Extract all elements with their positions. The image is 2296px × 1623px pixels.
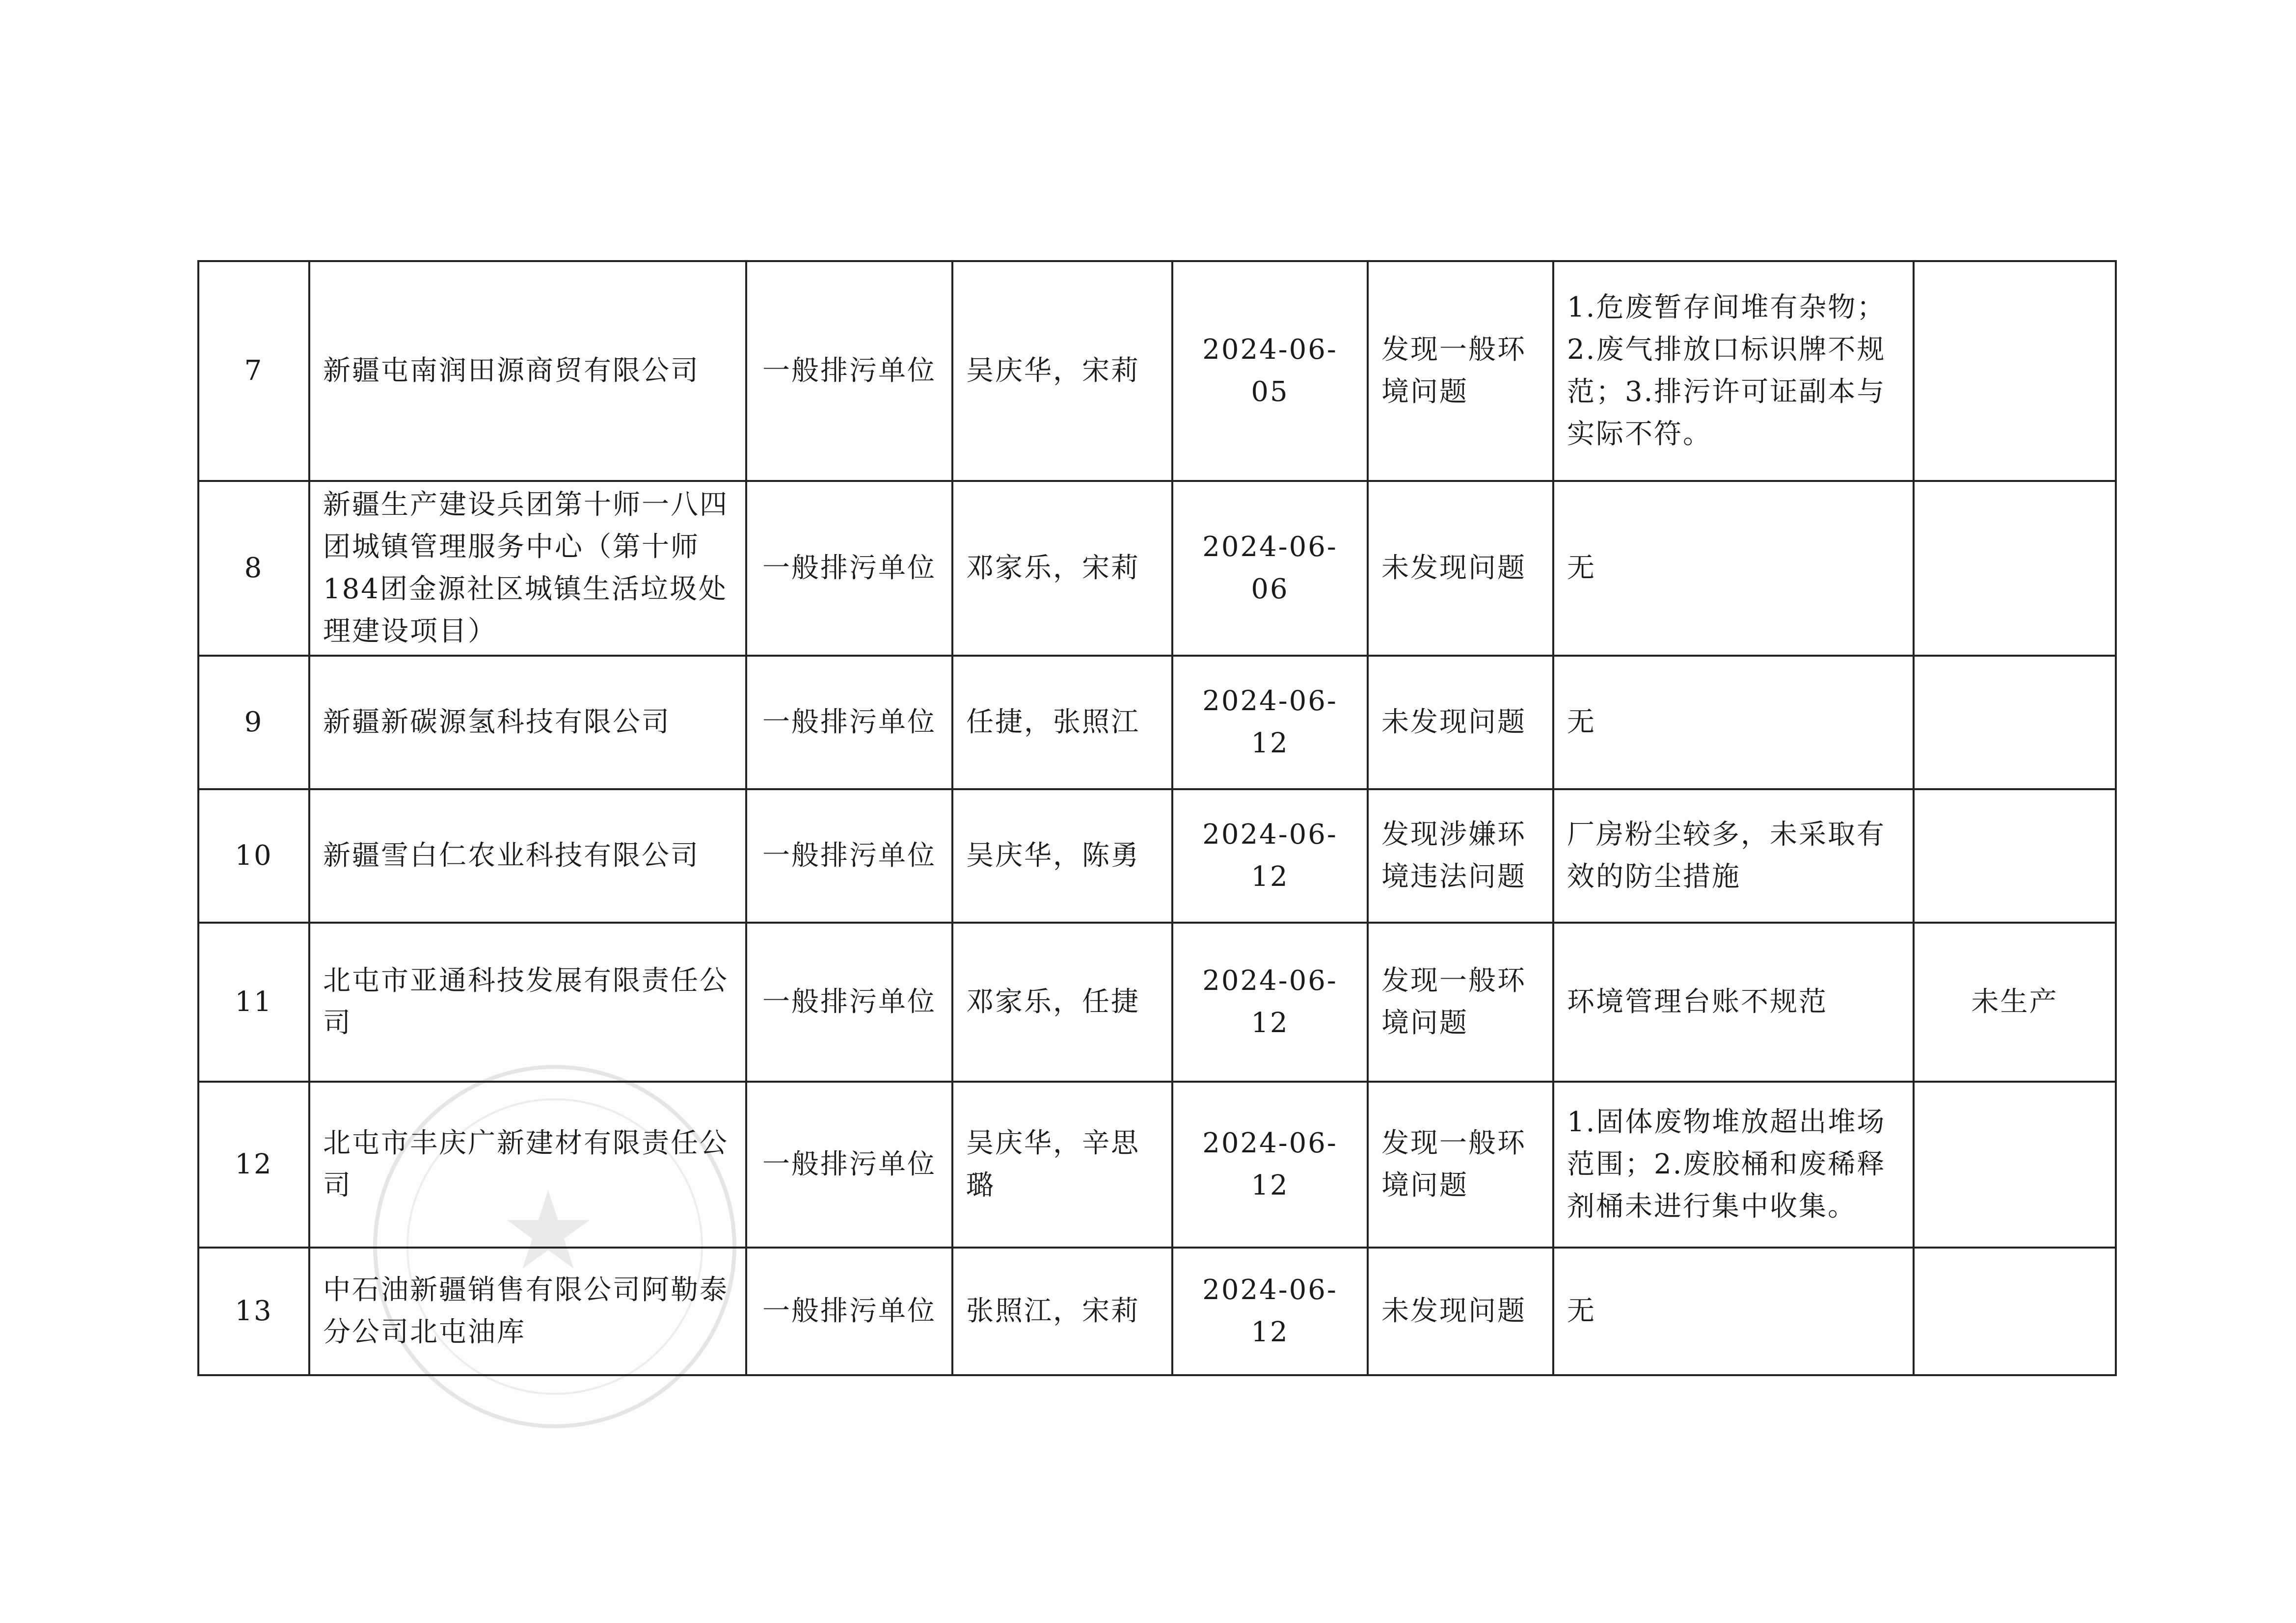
row-number: 9	[198, 656, 309, 789]
table-row	[198, 1082, 2116, 1248]
company-name: 中石油新疆销售有限公司阿勒泰分公司北屯油库	[309, 1248, 746, 1375]
inspectors: 吴庆华，宋莉	[952, 261, 1172, 481]
table-row	[198, 1248, 2116, 1375]
issue-line: 无	[1567, 1295, 1596, 1327]
unit-type: 一般排污单位	[746, 1248, 952, 1375]
row-number: 10	[198, 789, 309, 923]
table-row	[198, 656, 2116, 789]
inspection-result: 未发现问题	[1368, 656, 1553, 789]
issue-line: 无	[1567, 706, 1596, 738]
company-name: 新疆新碳源氢科技有限公司	[309, 656, 746, 789]
table-row	[198, 789, 2116, 923]
issues-cell	[1553, 789, 1914, 923]
company-name: 北屯市丰庆广新建材有限责任公司	[309, 1082, 746, 1248]
unit-type: 一般排污单位	[746, 261, 952, 481]
inspection-result: 未发现问题	[1368, 481, 1553, 656]
row-number: 13	[198, 1248, 309, 1375]
inspectors: 吴庆华，辛思璐	[952, 1082, 1172, 1248]
unit-type: 一般排污单位	[746, 656, 952, 789]
issue-line: 厂房粉尘较多，未采取有效的防尘措施	[1567, 819, 1886, 893]
inspectors: 吴庆华，陈勇	[952, 789, 1172, 923]
inspectors: 任捷，张照江	[952, 656, 1172, 789]
table-row	[198, 923, 2116, 1082]
inspectors: 邓家乐，任捷	[952, 923, 1172, 1082]
inspectors: 邓家乐，宋莉	[952, 481, 1172, 656]
inspection-result: 发现一般环境问题	[1368, 261, 1553, 481]
company-name: 新疆屯南润田源商贸有限公司	[309, 261, 746, 481]
unit-type: 一般排污单位	[746, 923, 952, 1082]
table-row	[198, 261, 2116, 481]
row-number: 11	[198, 923, 309, 1082]
seal-star-icon: ★	[500, 1168, 597, 1294]
row-number: 12	[198, 1082, 309, 1248]
company-name: 北屯市亚通科技发展有限责任公司	[309, 923, 746, 1082]
issues-cell	[1553, 261, 1914, 481]
inspection-date: 2024-06-12	[1172, 656, 1368, 789]
inspection-result: 发现涉嫌环境违法问题	[1368, 789, 1553, 923]
row-number: 8	[198, 481, 309, 656]
unit-type: 一般排污单位	[746, 789, 952, 923]
issues-cell	[1553, 1248, 1914, 1375]
remark: 未生产	[1914, 923, 2116, 1082]
inspection-date: 2024-06-12	[1172, 1248, 1368, 1375]
remark	[1914, 261, 2116, 481]
inspection-result: 发现一般环境问题	[1368, 1082, 1553, 1248]
inspection-result: 未发现问题	[1368, 1248, 1553, 1375]
inspection-result: 发现一般环境问题	[1368, 923, 1553, 1082]
issue-line: 1.固体废物堆放超出堆场范围；2.废胶桶和废稀释剂桶未进行集中收集。	[1567, 1106, 1886, 1223]
issue-line: 2.废气排放口标识牌不规范；3.排污许可证副本与实际不符。	[1567, 334, 1886, 450]
issue-line: 无	[1567, 552, 1596, 584]
row-number: 7	[198, 261, 309, 481]
issues-cell	[1553, 923, 1914, 1082]
inspection-date: 2024-06-12	[1172, 789, 1368, 923]
remark	[1914, 789, 2116, 923]
inspection-date: 2024-06-12	[1172, 923, 1368, 1082]
issue-line: 环境管理台账不规范	[1567, 986, 1828, 1018]
inspection-date: 2024-06-05	[1172, 261, 1368, 481]
inspection-date: 2024-06-12	[1172, 1082, 1368, 1248]
inspection-date: 2024-06-06	[1172, 481, 1368, 656]
issues-cell	[1553, 1082, 1914, 1248]
unit-type: 一般排污单位	[746, 481, 952, 656]
company-name: 新疆生产建设兵团第十师一八四团城镇管理服务中心（第十师184团金源社区城镇生活垃圾处理建设项目）	[309, 481, 746, 656]
inspectors: 张照江，宋莉	[952, 1248, 1172, 1375]
table-row	[198, 481, 2116, 656]
remark	[1914, 1082, 2116, 1248]
remark	[1914, 656, 2116, 789]
issues-cell	[1553, 481, 1914, 656]
remark	[1914, 1248, 2116, 1375]
company-name: 新疆雪白仁农业科技有限公司	[309, 789, 746, 923]
unit-type: 一般排污单位	[746, 1082, 952, 1248]
issue-line: 1.危废暂存间堆有杂物；	[1567, 292, 1886, 323]
remark	[1914, 481, 2116, 656]
inspection-records-table	[197, 260, 2117, 1376]
issues-cell	[1553, 656, 1914, 789]
